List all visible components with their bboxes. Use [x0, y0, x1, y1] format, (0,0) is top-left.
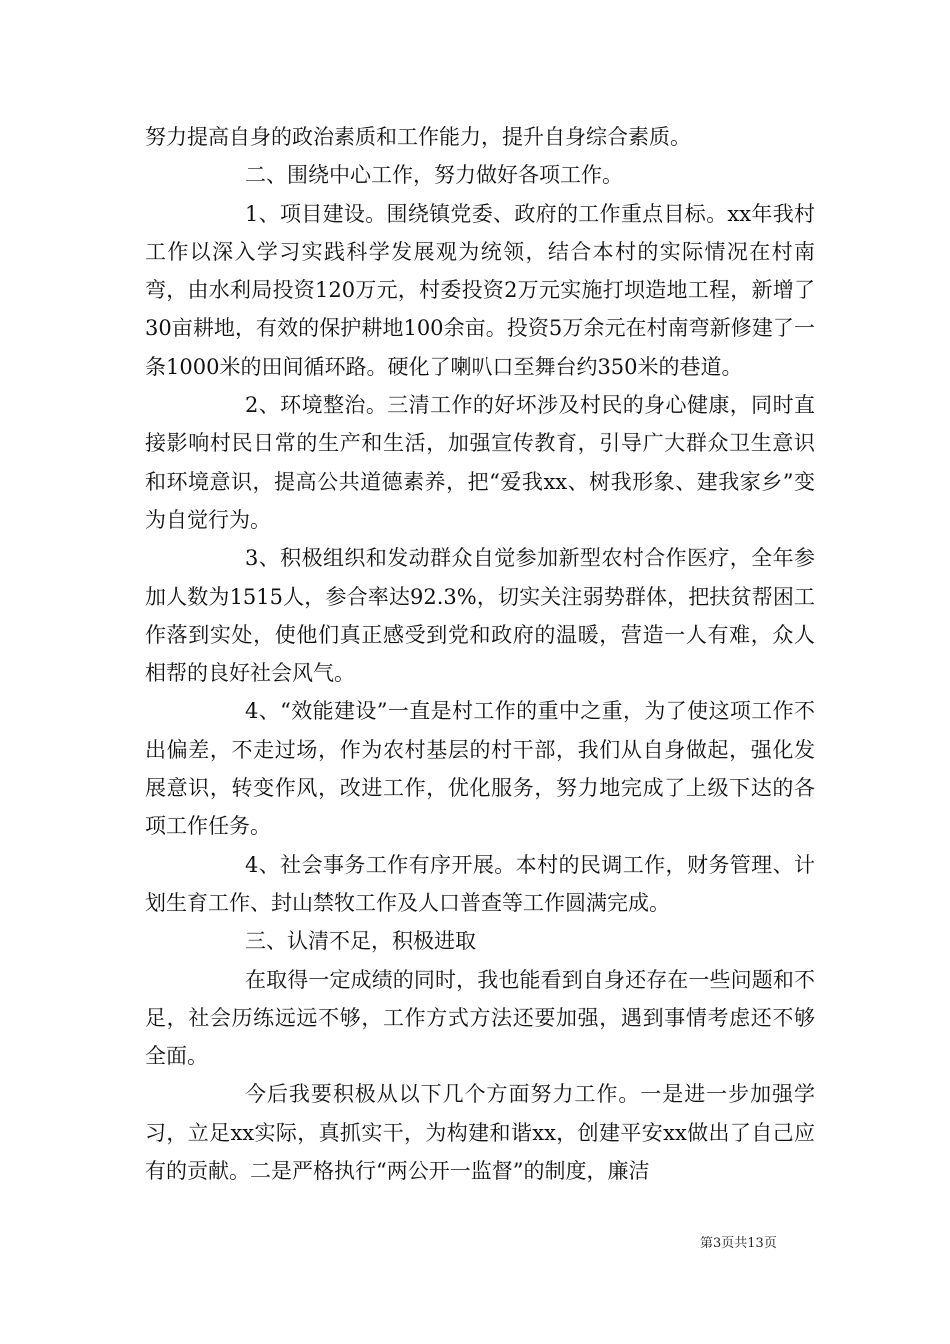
paragraph: 1、项目建设。围绕镇党委、政府的工作重点目标。xx年我村工作以深入学习实践科学发展观为统领，结合本村的实际情况在村南弯，由水利局投资120万元，村委投资2万元实施打坝造地工程，新增了30亩耕地，有效的保护耕地100余亩。投资5万余元在村南弯新修建了一条1000米的田间循环路。硬化了喇叭口至舞台约350米的巷道。 [145, 201, 815, 379]
page-number: 第3页共13页 [700, 1236, 777, 1251]
paragraph: 4、社会事务工作有序开展。本村的民调工作，财务管理、计划生育工作、封山禁牧工作及人口普查等工作圆满完成。 [145, 852, 815, 915]
section-heading: 二、围绕中心工作，努力做好各项工作。 [245, 163, 623, 188]
paragraph: 努力提高自身的政治素质和工作能力，提升自身综合素质。 [145, 125, 691, 149]
document-body [145, 118, 815, 1190]
paragraph: 3、积极组织和发动群众自觉参加新型农村合作医疗，全年参加人数为1515人，参合率达92.3%，切实关注弱势群体，把扶贫帮困工作落到实处，使他们真正感受到党和政府的温暖，营造一人有难，众人相帮的良好社会风气。 [145, 546, 815, 686]
paragraph: 今后我要积极从以下几个方面努力工作。一是进一步加强学习，立足xx实际，真抓实干，为构建和谐xx，创建平安xx做出了自己应有的贡献。二是严格执行“两公开一监督”的制度，廉洁 [145, 1082, 815, 1184]
paragraph: 4、“效能建设”一直是村工作的重中之重，为了使这项工作不出偏差，不走过场，作为农村基层的村干部，我们从自身做起，强化发展意识，转变作风，改进工作，优化服务，努力地完成了上级下达的各项工作任务。 [145, 699, 815, 839]
section-heading: 三、认清不足，积极进取 [245, 929, 476, 954]
paragraph: 2、环境整治。三清工作的好坏涉及村民的身心健康，同时直接影响村民日常的生产和生活，加强宣传教育，引导广大群众卫生意识和环境意识，提高公共道德素养，把“爱我xx、树我形象、建我家乡”变为自觉行为。 [145, 393, 815, 532]
paragraph: 在取得一定成绩的同时，我也能看到自身还存在一些问题和不足，社会历练远远不够，工作方式方法还要加强，遇到事情考虑还不够全面。 [145, 967, 815, 1069]
